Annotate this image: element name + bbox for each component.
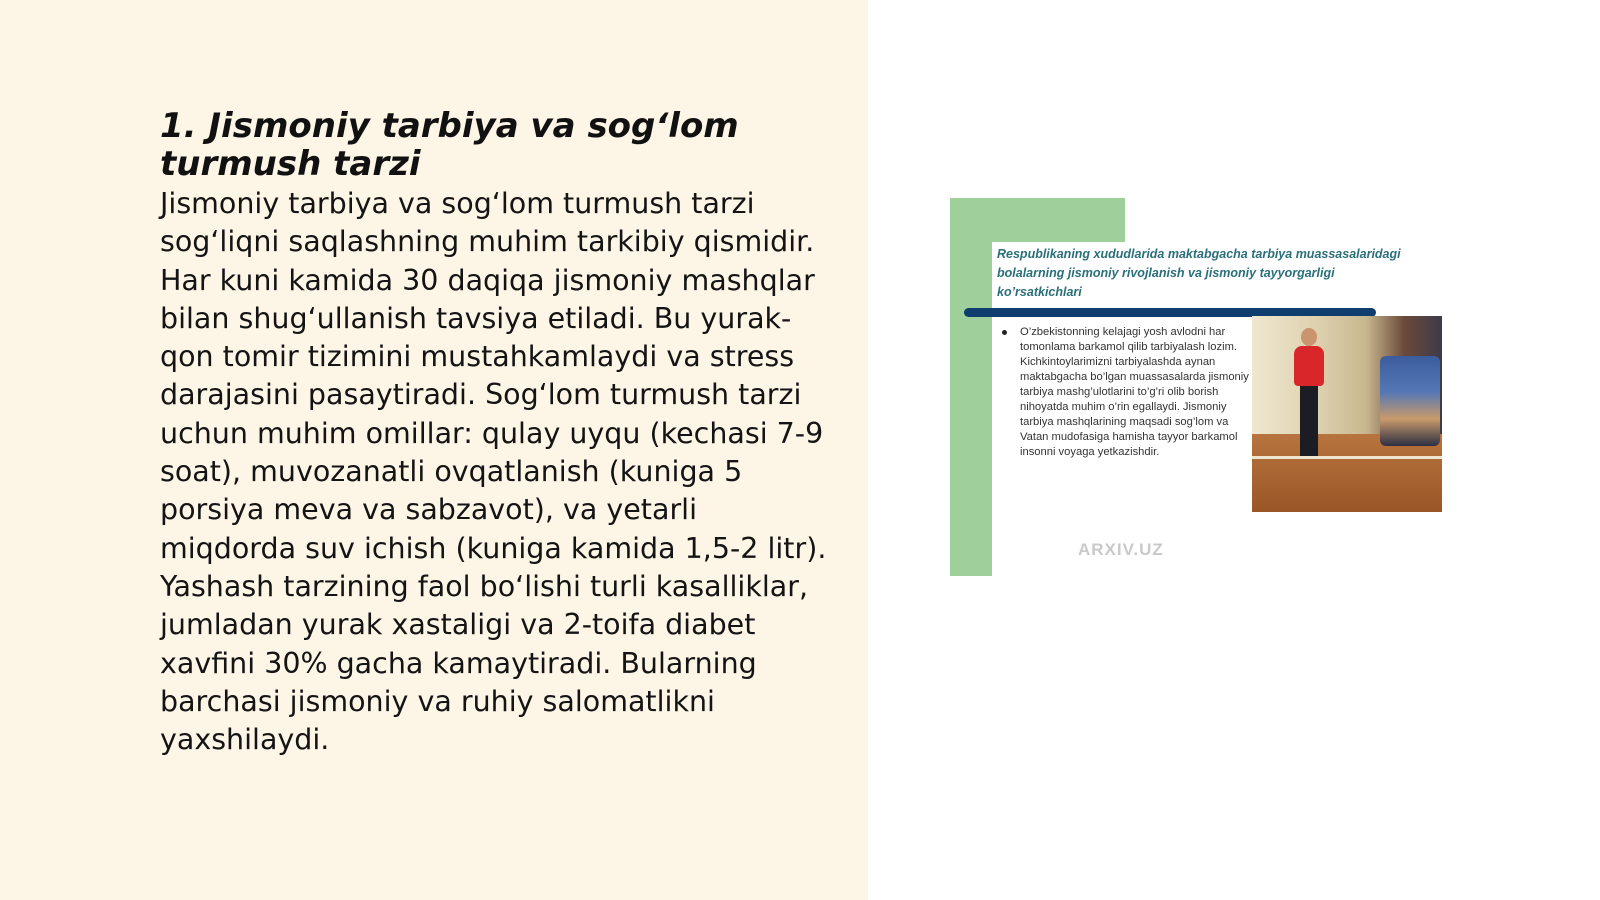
photo-person-head [1301, 328, 1317, 346]
photo-person-body [1294, 346, 1324, 386]
gym-photo [1252, 316, 1442, 512]
bullet-icon [1002, 330, 1007, 335]
photo-person-legs [1300, 386, 1318, 456]
photo-children-group [1380, 356, 1440, 446]
slide-title: 1. Jismoniy tarbiya va sog‘lom turmush tarzi [160, 106, 739, 184]
slide-body-text: Jismoniy tarbiya va sog‘lom turmush tarzi sog‘liqni saqlashning muhim tarkibiy qismidir. Har kuni kamida 30 daqiqa jismoniy mashqlar bilan shug‘ullanish tavsiya etiladi. Bu yurak-qon tomir tizimini mustahkamlaydi va stress darajasini pasaytiradi. Sog‘lom turmush tarzi uchun muhim omillar: qulay uyqu (kechasi 7-9 soat), muvozanatli ovqatlanish (kuniga 5 porsiya meva va sabzavot), va yetarli miqdorda suv ichish (kuniga kamida 1,5-2 litr). Yashash tarzining faol bo‘lishi turli kasalliklar, jumladan yurak xastaligi va 2-toifa diabet xavfini 30% gacha kamaytiradi. Bularning barchasi jismoniy va ruhiy salomatlikni yaxshilaydi. [160, 187, 827, 757]
embedded-slide-title: Respublikaning xududlarida maktabgacha tarbiya muassasalaridagi bolalarning jismoniy rivojlanish va jismoniy tayyorgarligi ko’rsatkichlari [997, 245, 1417, 304]
embedded-slide-bullet-text: O’zbekistonning kelajagi yosh avlodni har tomonlama barkamol qilib tarbiyalash lozim. Kichkintoylarimizni tarbiyalashda aynan maktabgacha bo’lgan muassasalarda jismoniy tarbiya mashg’ulotlarini to’g’ri olib borish nihoyatda muhim o’rin egallaydi. Jismoniy tarbiya mashqlarining maqsadi sog’lom va Vatan mudofasiga hamisha tayyor barkamol insonni voyaga yetkazishdir. [1020, 326, 1249, 458]
embedded-slide-image [950, 198, 1450, 576]
watermark-text: ARXIV.UZ [1078, 540, 1164, 559]
photo-court-line [1252, 456, 1442, 459]
